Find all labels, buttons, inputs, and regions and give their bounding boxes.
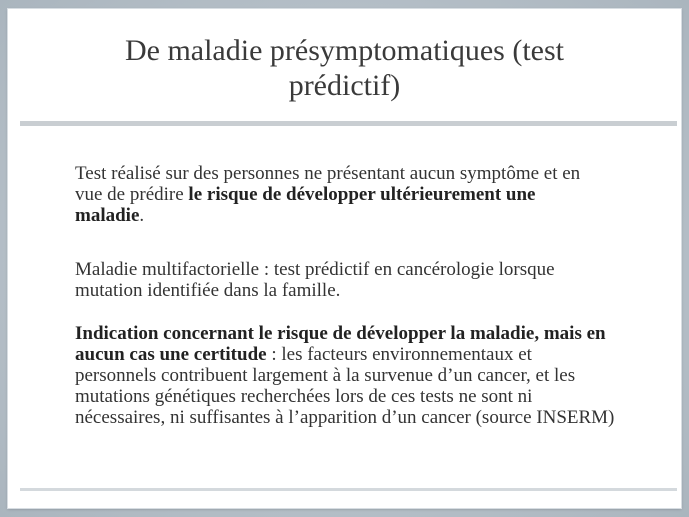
paragraph-test-definition (75, 163, 595, 226)
paragraph-text: . (139, 205, 145, 226)
paragraph-emphasis: le risque de développer ultérieurement une maladie (75, 184, 536, 226)
slide (8, 9, 681, 508)
paragraph-text: Maladie multifactorielle : test prédictif en cancérologie lorsque mutation identifiée dans la famille. (75, 259, 555, 301)
slide-title: De maladie présymptomatiques (test prédictif) (124, 34, 565, 102)
paragraph-indication (75, 323, 615, 428)
paragraph-emphasis: Indication concernant le risque de développer la maladie, mais en aucun cas une certitude (75, 323, 606, 365)
title-divider (20, 121, 677, 126)
paragraph-text: Test réalisé sur des personnes ne présentant aucun symptôme et en vue de prédire (75, 163, 581, 205)
title-area (8, 9, 681, 121)
paragraph-multifactorial (75, 259, 595, 301)
paragraph-text: : les facteurs environnementaux et personnels contribuent largement à la survenue d’un cancer, et les mutations génétiques recherchées lors de ces tests ne sont ni nécessaires, ni suffisantes à l’apparition d’un cancer (source INSERM) (75, 344, 615, 428)
footer-divider (20, 488, 677, 491)
